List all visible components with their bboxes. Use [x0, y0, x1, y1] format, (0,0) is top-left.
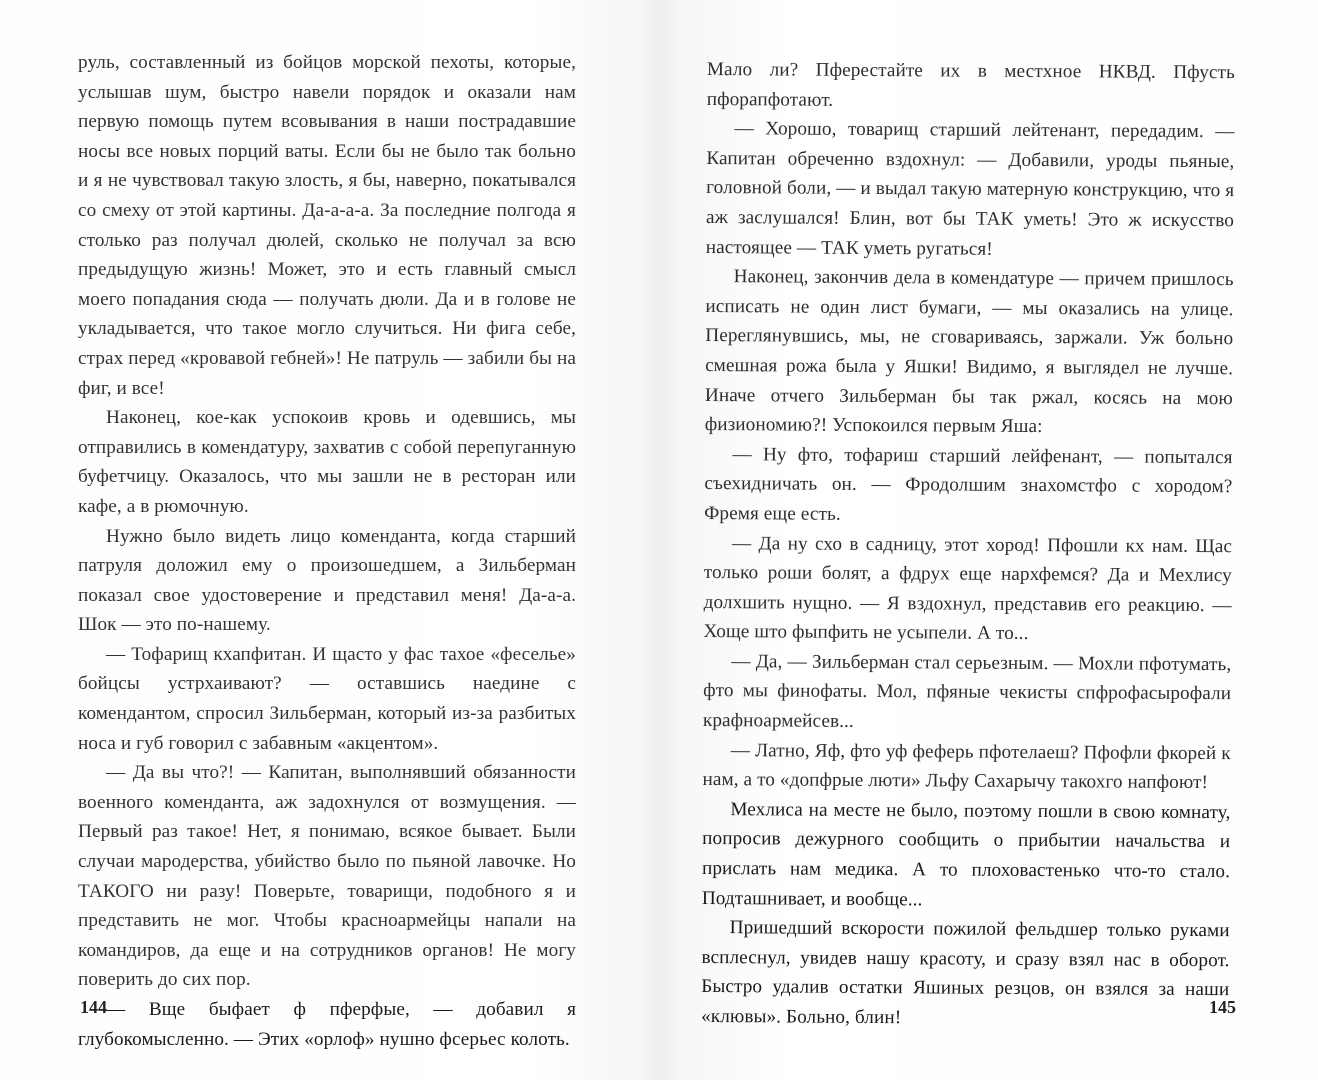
right-page: [659, 0, 1318, 1080]
paragraph: руль, составленный из бойцов морской пехоты, которые, услышав шум, быстро навели порядок и оказали нам первую помощь путем всовывания в наши пострадавшие носы все новых порций ваты. Если бы не было так больно и я не чувствовал такую злость, я бы, наверно, покатывался со смеху от этой картины. Да-а-а-а. За последние полгода я столько раз получал дюлей, сколько не получал за всю предыдущую жизнь! Может, это и есть главный смысл моего попадания сюда — получать дюли. Да и в голове не укладывается, что такое могло случиться. Ни фига себе, страх перед «кровавой гебней»! Не патруль — забили бы на фиг, и все!: [78, 52, 576, 399]
page-number: 144: [80, 997, 107, 1017]
paragraph: — Латно, Яф, фто уф феферь пфотелаеш? Пфофли фкорей к нам, а то «допфрые люти» Льфу Сахарычу такохго напфоют!: [702, 739, 1231, 794]
paragraph: — Вще быфает ф пферфые, — добавил я глубокомысленно. — Этих «орлоф» нушно фсерьес колоть.: [78, 999, 576, 1050]
right-page-text: [701, 55, 1235, 1035]
paragraph: Нужно было видеть лицо коменданта, когда старший патруля доложил ему о произошедшем, а Зильберман показал свое удостоверение и представил меня! Да-а-а. Шок — это по-нашему.: [78, 525, 576, 636]
paragraph: Пришедший вскорости пожилой фельдшер только руками всплеснул, увидев нашу красоту, и сразу взял нас в оборот. Быстро удалив остатки Яшиных резцов, он взялся за наши «клювы». Больно, блин!: [701, 917, 1230, 1029]
left-page-text: [78, 48, 576, 1054]
paragraph: — Да ну схо в садницу, этот хород! Пфошли кх нам. Щас только роши болят, а фдрух еще нархфемся? Да и Мехлису долхшить нущно. — Я вздохнул, представив его реакцию. — Хоще што фыпфить не усыпели. А то...: [703, 532, 1233, 645]
paragraph: — Да, — Зильберман стал серьезным. — Мохли пфотумать, фто мы финофаты. Мол, пфяные чекисты спфрофасырофали крафноармейсев...: [702, 651, 1232, 732]
paragraph: Мало ли? Пферестайте их в местхное НКВД. Пфусть пфорапфотают.: [706, 58, 1235, 111]
paragraph: — Ну фто, тофариш старший лейфенант, — попытался съехидничать он. — Фродолшим знахомстфо с хородом? Фремя еще есть.: [704, 443, 1233, 525]
paragraph: Наконец, кое-как успокоив кровь и одевшись, мы отправились в комендатуру, захватив с собой перепуганную буфетчицу. Оказалось, что мы зашли не в ресторан или кафе, а в рюмочную.: [78, 407, 576, 517]
paragraph: — Да вы что?! — Капитан, выполнявший обязанности военного коменданта, аж задохнулся от возмущения. — Первый раз такое! Нет, я понимаю, всякое бывает. Были случаи мародерства, убийство было по пьяной лавочке. Но ТАКОГО ни разу! Поверьте, товарищи, подобного я и представить не мог. Чтобы красноармейцы напали на командиров, да еще и на сотрудников органов! Не могу поверить до сих пор.: [78, 762, 576, 991]
page-number: 145: [1209, 997, 1236, 1017]
paragraph: — Тофарищ кхапфитан. И щасто у фас тахое «феселье» бойцсы устрхаивают? — оставшись наедине с комендантом, спросил Зильберман, который из-за разбитых носа и губ говорил с забавным «акцентом».: [78, 643, 576, 754]
paragraph: Мехлиса на месте не было, поэтому пошли в свою комнату, попросив дежурного сообщить о прибытии начальства и прислать нам медика. А то плоховастенько что-то стало. Подташнивает, и вообще...: [701, 799, 1231, 910]
paragraph: — Хорошо, товарищ старший лейтенант, передадим. — Капитан обреченно вздохнул: — Добавили, уроды пьяные, головной боли, — и выдал такую матерную конструкцию, что я аж заслушался! Блин, вот бы ТАК уметь! Это ж искусство настоящее — ТАК уметь ругаться!: [705, 118, 1235, 260]
paragraph: Наконец, закончив дела в комендатуре — причем пришлось исписать не один лист бумаги, — мы оказались на улице. Переглянувшись, мы, не сговариваясь, заржали. Уж больно смешная рожа была у Яшки! Видимо, я выглядел не лучше. Иначе отчего Зильберман бы так ржал, косясь на мою физиономию?! Успокоился первым Яша:: [704, 266, 1234, 438]
